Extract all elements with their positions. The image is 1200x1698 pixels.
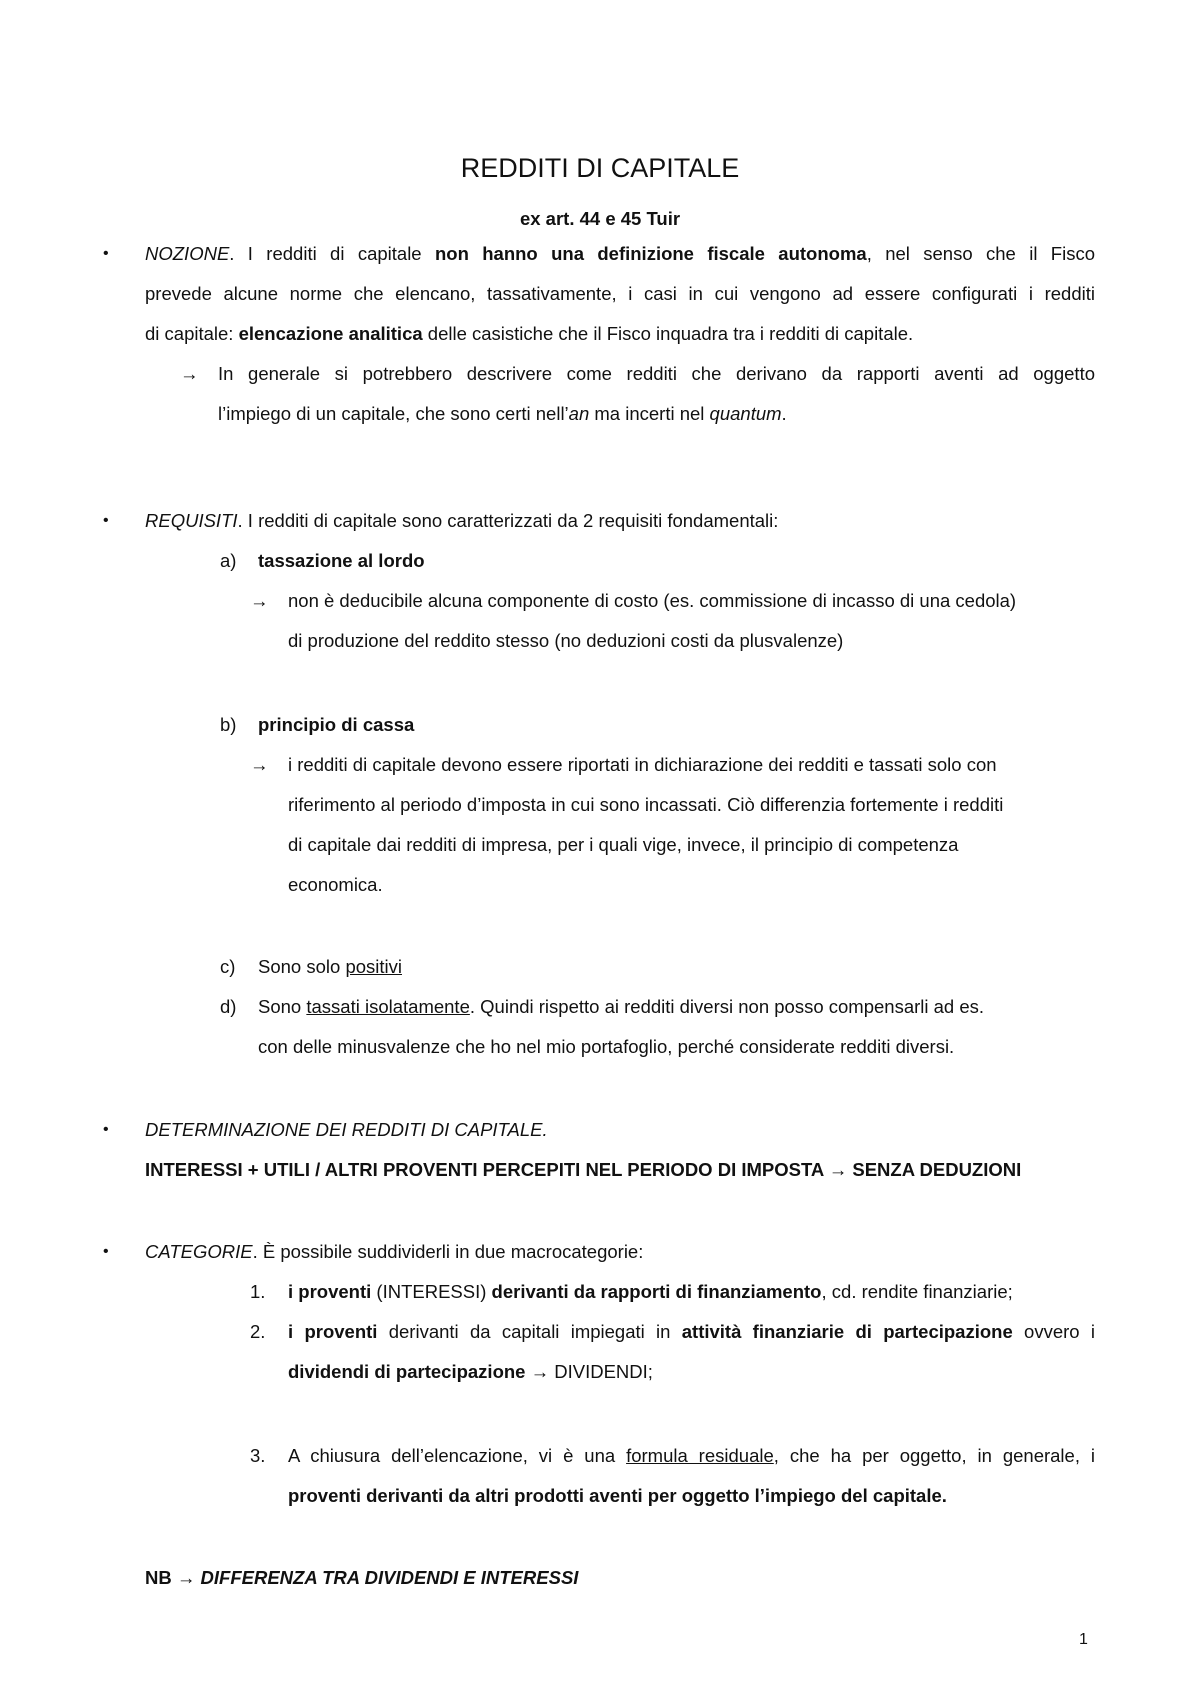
categorie-intro: CATEGORIE. È possibile suddividerli in due macrocategorie: [145, 1241, 644, 1262]
requisito-b-sub-2: riferimento al periodo d’imposta in cui sono incassati. Ciò differenzia fortemente i redditi [288, 794, 1004, 815]
page-title: REDDITI DI CAPITALE [460, 153, 740, 183]
item-label-d: d) [220, 996, 237, 1017]
categoria-2-line-2: dividendi di partecipazione → DIVIDENDI; [288, 1361, 653, 1382]
requisiti-intro: REQUISITI. I redditi di capitale sono caratterizzati da 2 requisiti fondamentali: [145, 510, 779, 531]
requisito-b-sub-4: economica. [288, 874, 383, 895]
page-number: 1 [1079, 1631, 1088, 1648]
arrow-right-icon: → [250, 590, 269, 611]
bullet-icon: • [103, 245, 109, 262]
requisiti-label: REQUISITI [145, 510, 238, 531]
arrow-right-icon: → [530, 1361, 550, 1382]
bullet-icon: • [103, 1243, 109, 1260]
determinazione-formula: INTERESSI + UTILI / ALTRI PROVENTI PERCEPITI NEL PERIODO DI IMPOSTA → SENZA DEDUZIONI [145, 1159, 1022, 1180]
requisito-a-sub-2: di produzione del reddito stesso (no deduzioni costi da plusvalenze) [288, 630, 844, 651]
nozione-sub-line-2: l’impiego di un capitale, che sono certi nell’an ma incerti nel quantum. [218, 403, 787, 424]
categoria-2-line-1: i proventi derivanti da capitali impiegati in attività finanziarie di partecipazione ovvero i [288, 1321, 1095, 1342]
nozione-line-3: di capitale: elencazione analitica delle casistiche che il Fisco inquadra tra i redditi di capitale. [145, 323, 914, 344]
bullet-icon: • [103, 512, 109, 529]
arrow-right-icon: → [250, 754, 269, 775]
categoria-1: i proventi (INTERESSI) derivanti da rapporti di finanziamento, cd. rendite finanziarie; [288, 1281, 1013, 1302]
item-label-c: c) [220, 956, 236, 977]
requisito-a-title: tassazione al lordo [258, 550, 425, 571]
requisito-a-sub-1: non è deducibile alcuna componente di costo (es. commissione di incasso di una cedola) [288, 590, 1017, 611]
arrow-right-icon: → [828, 1159, 848, 1180]
arrow-right-icon: → [176, 1567, 196, 1588]
arrow-right-icon: → [180, 363, 199, 384]
requisito-d-line-1: Sono tassati isolatamente. Quindi rispetto ai redditi diversi non posso compensarli ad es. [258, 996, 985, 1017]
item-label-b: b) [220, 714, 237, 735]
categoria-3-line-2: proventi derivanti da altri prodotti aventi per oggetto l’impiego del capitale. [288, 1485, 947, 1506]
requisito-b-title: principio di cassa [258, 714, 415, 735]
bullet-icon: • [103, 1121, 109, 1138]
nozione-sub-line-1: In generale si potrebbero descrivere come redditi che derivano da rapporti aventi ad oggetto [218, 363, 1095, 384]
determinazione-heading: DETERMINAZIONE DEI REDDITI DI CAPITALE. [145, 1119, 548, 1140]
nozione-line-1: NOZIONE. I redditi di capitale non hanno una definizione fiscale autonoma, nel senso che il Fisco [145, 243, 1095, 264]
list-number-2: 2. [250, 1321, 266, 1342]
list-number-3: 3. [250, 1445, 266, 1466]
categoria-3-line-1: A chiusura dell’elencazione, vi è una formula residuale, che ha per oggetto, in generale, i [288, 1445, 1096, 1466]
list-number-1: 1. [250, 1281, 266, 1302]
categorie-label: CATEGORIE [145, 1241, 253, 1262]
page-subtitle: ex art. 44 e 45 Tuir [519, 208, 681, 229]
requisito-d-line-2: con delle minusvalenze che ho nel mio portafoglio, perché considerate redditi diversi. [258, 1036, 955, 1057]
item-label-a: a) [220, 550, 237, 571]
nozione-label: NOZIONE [145, 243, 230, 264]
nb-note: NB → DIFFERENZA TRA DIVIDENDI E INTERESSI [145, 1567, 579, 1588]
requisito-b-sub-3: di capitale dai redditi di impresa, per i quali vige, invece, il principio di competenza [288, 834, 959, 855]
nozione-line-2: prevede alcune norme che elencano, tassativamente, i casi in cui vengono ad essere configurati i redditi [145, 283, 1095, 304]
requisito-b-sub-1: i redditi di capitale devono essere riportati in dichiarazione dei redditi e tassati solo con [288, 754, 997, 775]
requisito-c: Sono solo positivi [258, 956, 402, 977]
